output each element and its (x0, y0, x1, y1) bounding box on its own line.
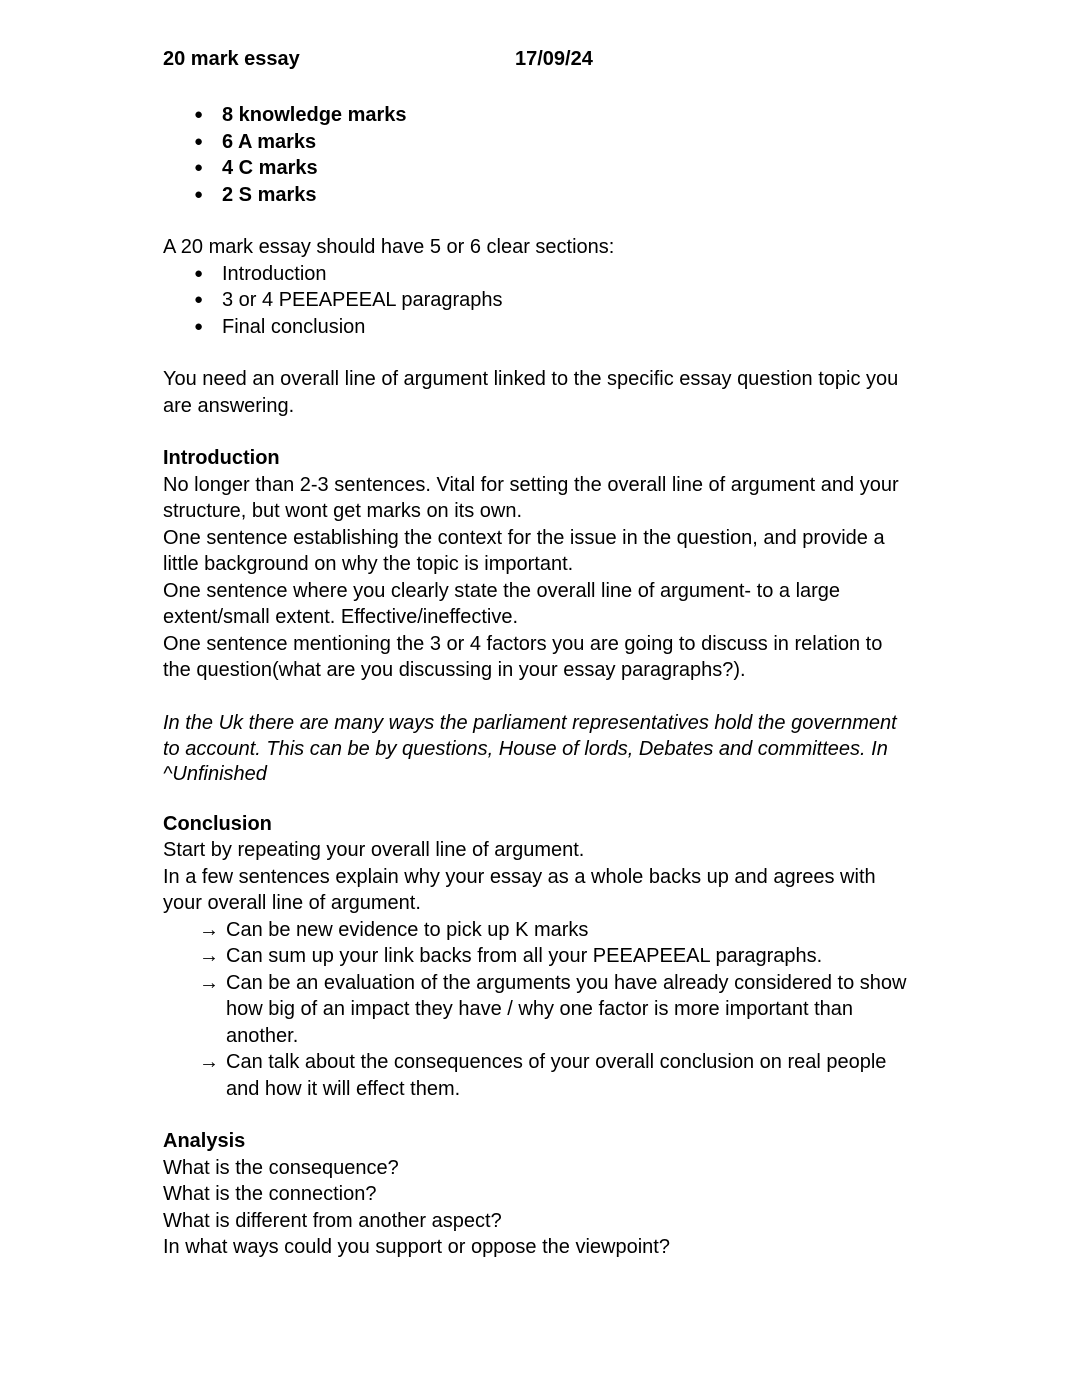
list-item-label: Can sum up your link backs from all your PEEAPEEAL paragraphs. (226, 945, 823, 967)
arrow-right-icon: → (199, 918, 219, 941)
analysis-question: What is the consequence? (163, 1156, 399, 1179)
spacer (163, 419, 911, 445)
introduction-paragraph: One sentence where you clearly state the overall line of argument- to a large extent/small extent. Effective/ineffective. (163, 579, 841, 628)
list-item-label: 2 S marks (222, 183, 317, 206)
list-item (163, 287, 911, 314)
list-item (163, 917, 911, 944)
arrow-right-icon: → (199, 945, 219, 967)
introduction-paragraph: One sentence mentioning the 3 or 4 factors you are going to discuss in relation to the question(what are you discussing in your essay paragraphs?). (163, 632, 883, 681)
bullet-icon: ● (194, 106, 204, 123)
list-item (163, 129, 911, 156)
document-date: 17/09/24 (515, 48, 593, 70)
introduction-paragraph: No longer than 2-3 sentences. Vital for setting the overall line of argument and your structure, but wont get marks on its own. (163, 473, 899, 522)
bullet-icon: ● (194, 185, 204, 203)
spacer (163, 208, 911, 234)
list-item (163, 182, 911, 209)
bullet-icon: ● (194, 159, 204, 176)
analysis-question: What is different from another aspect? (163, 1209, 502, 1232)
marks-list (163, 102, 911, 208)
sections-intro-paragraph: A 20 mark essay should have 5 or 6 clear sections: (163, 236, 615, 258)
bullet-icon: ● (194, 291, 204, 308)
list-item (163, 943, 911, 970)
example-unfinished-note: ^Unfinished (163, 762, 267, 785)
analysis-question: In what ways could you support or oppose the viewpoint? (163, 1236, 670, 1258)
spacer (163, 785, 911, 811)
example-intro-text: In the Uk there are many ways the parliament representatives hold the government to account. This can be by questions, House of lords, Debates and committees. In (163, 711, 897, 760)
introduction-paragraph: One sentence establishing the context for the issue in the question, and provide a little background on why the topic is important. (163, 526, 885, 575)
list-item-label: 8 knowledge marks (222, 104, 407, 126)
conclusion-list (163, 917, 911, 1103)
introduction-heading: Introduction (163, 447, 280, 469)
arrow-right-icon: → (199, 1051, 219, 1073)
list-item-label: Introduction (222, 262, 327, 285)
document-body (163, 46, 911, 1261)
list-item-label: 4 C marks (222, 157, 318, 179)
analysis-question: What is the connection? (163, 1183, 377, 1205)
list-item (163, 314, 911, 341)
list-item-label: Final conclusion (222, 315, 366, 338)
example-intro-block (163, 710, 911, 785)
sections-list (163, 261, 911, 341)
list-item-label: Can talk about the consequences of your overall conclusion on real people and how it will effect them. (226, 1051, 887, 1100)
bullet-icon: ● (194, 317, 204, 335)
arrow-right-icon: → (199, 971, 219, 994)
spacer (163, 684, 911, 710)
line-of-argument-paragraph: You need an overall line of argument linked to the specific essay question topic you are answering. (163, 368, 899, 417)
list-item (163, 155, 911, 182)
bullet-icon: ● (194, 264, 204, 282)
list-item-label: Can be new evidence to pick up K marks (226, 918, 589, 941)
list-item (163, 970, 911, 1050)
list-item-label: 3 or 4 PEEAPEEAL paragraphs (222, 289, 503, 311)
list-item (163, 261, 911, 288)
conclusion-heading: Conclusion (163, 812, 272, 835)
conclusion-paragraph: In a few sentences explain why your essay as a whole backs up and agrees with your overall line of argument. (163, 865, 876, 914)
analysis-heading: Analysis (163, 1130, 246, 1152)
list-item (163, 102, 911, 129)
document-header (163, 46, 911, 72)
list-item-label: Can be an evaluation of the arguments you have already considered to show how big of an impact they have / why one factor is more important than another. (226, 971, 907, 1047)
conclusion-paragraph: Start by repeating your overall line of argument. (163, 839, 585, 861)
page-title: 20 mark essay (163, 48, 300, 70)
spacer (163, 340, 911, 366)
spacer (163, 1102, 911, 1128)
bullet-icon: ● (194, 132, 204, 150)
list-item (163, 1049, 911, 1102)
list-item-label: 6 A marks (222, 130, 317, 153)
